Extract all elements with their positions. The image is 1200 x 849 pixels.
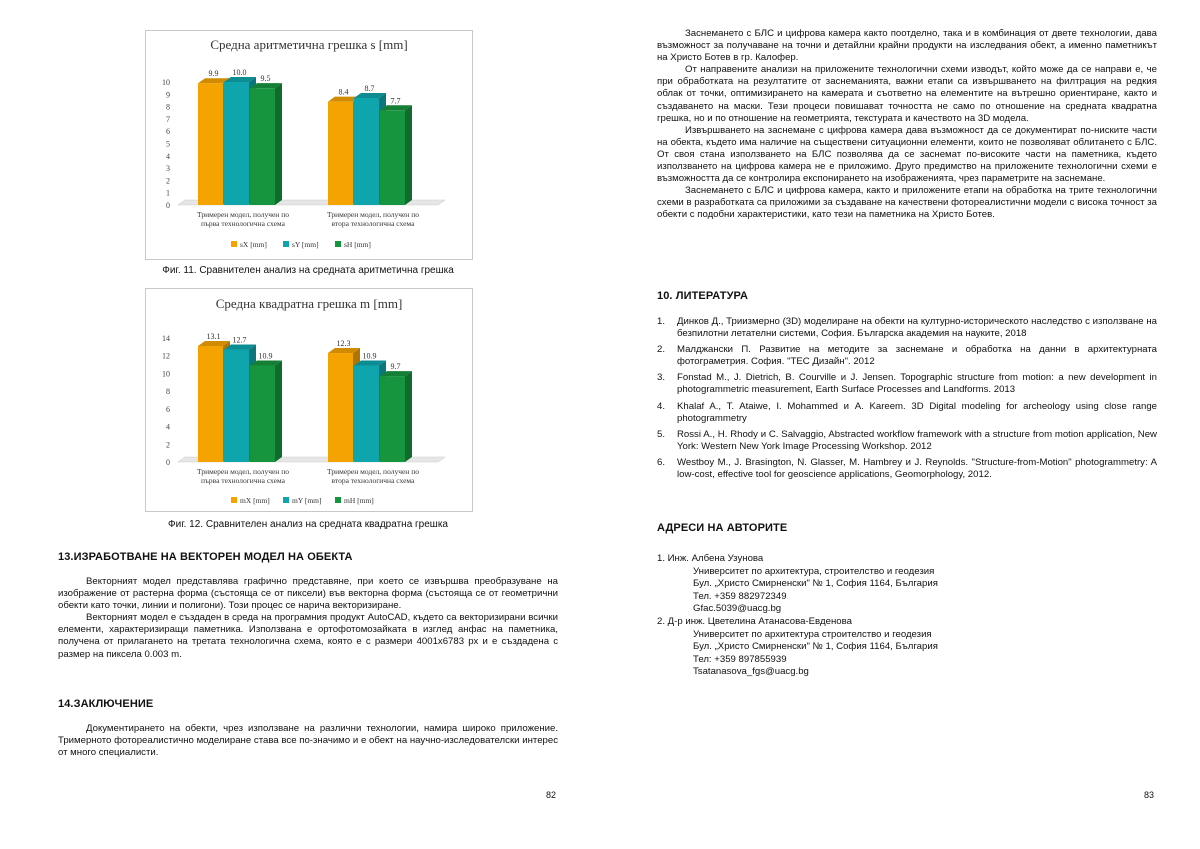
bar-front bbox=[250, 365, 275, 462]
y-tick-label: 8 bbox=[166, 387, 170, 397]
legend-swatch bbox=[283, 497, 289, 503]
bar-front bbox=[224, 350, 249, 462]
data-label: 8.7 bbox=[364, 83, 375, 93]
bar-side bbox=[405, 371, 412, 462]
reference-number: 1. bbox=[657, 316, 666, 327]
y-tick-label: 8 bbox=[166, 102, 170, 112]
reference-text: Динков Д., Триизмерно (3D) моделиране на обекти на културно-историческото наследство с използване на безпилотни летателни системи, София. Българска академия на науките, 2018 bbox=[677, 316, 1157, 340]
bar-sH-cat2 bbox=[380, 105, 412, 205]
page-number-left: 82 bbox=[546, 790, 557, 800]
section13-title: 13.ИЗРАБОТВАНЕ НА ВЕКТОРЕН МОДЕЛ НА ОБЕКТА bbox=[58, 551, 353, 563]
y-tick-label: 3 bbox=[166, 164, 170, 174]
reference-item bbox=[657, 429, 1157, 453]
bar-mH-cat2 bbox=[380, 371, 412, 462]
legend-label: mX [mm] bbox=[240, 496, 270, 505]
reference-text: Fonstad M., J. Dietrich, B. Courville и J. Jensen. Topographic structure from motion: a new development in photogrammetric measurement, Earth Surface Processes and Landforms. 2013 bbox=[677, 372, 1157, 396]
y-tick-label: 6 bbox=[166, 127, 170, 137]
section14-title: 14.ЗАКЛЮЧЕНИЕ bbox=[58, 698, 154, 710]
bar-mH-cat1 bbox=[250, 360, 282, 462]
section13-body bbox=[58, 576, 558, 661]
author-name: 2. Д-р инж. Цветелина Атанасова-Евденова bbox=[657, 615, 852, 627]
reference-number: 3. bbox=[657, 372, 666, 384]
reference-item bbox=[657, 401, 1157, 425]
reference-item bbox=[657, 372, 1157, 396]
legend-label: mY [mm] bbox=[292, 496, 322, 505]
y-tick-label: 4 bbox=[166, 151, 170, 161]
bar-front bbox=[380, 376, 405, 462]
data-label: 13.1 bbox=[206, 331, 221, 341]
bar-front bbox=[328, 102, 353, 205]
reference-item bbox=[657, 316, 1157, 340]
chart-quadratic-error-svg bbox=[146, 289, 472, 511]
x-category-label: Тримерен модел, получен по bbox=[197, 467, 289, 476]
x-category-label: първа технологична схема bbox=[201, 476, 285, 485]
x-category-label: Тримерен модел, получен по bbox=[197, 210, 289, 219]
author-address: Бул. „Христо Смирненски" № 1, София 1164, България bbox=[693, 641, 938, 653]
data-label: 12.3 bbox=[336, 339, 351, 349]
bar-front bbox=[380, 110, 405, 205]
author-phone: Тел: +359 897855939 bbox=[693, 653, 787, 665]
bar-front bbox=[328, 353, 353, 462]
y-tick-label: 7 bbox=[166, 114, 170, 124]
bar-front bbox=[224, 82, 249, 205]
author-phone: Тел. +359 882972349 bbox=[693, 590, 787, 602]
bar-side bbox=[275, 360, 282, 462]
author-name: 1. Инж. Албена Узунова bbox=[657, 553, 764, 564]
y-tick-label: 0 bbox=[166, 201, 170, 210]
legend-swatch bbox=[335, 241, 341, 247]
authors-title: АДРЕСИ НА АВТОРИТЕ bbox=[657, 522, 788, 534]
y-tick-label: 0 bbox=[166, 458, 170, 467]
reference-number: 2. bbox=[657, 344, 666, 356]
bar-front bbox=[354, 365, 379, 462]
y-tick-label: 14 bbox=[162, 334, 170, 343]
data-label: 10.9 bbox=[362, 351, 377, 361]
data-label: 9.5 bbox=[260, 74, 271, 84]
y-tick-label: 10 bbox=[162, 78, 170, 87]
reference-text: Малджански П. Развитие на методите за заснемане и обработка на данни в архитектурната фотограметрия. София. "ТЕС Дизайн". 2012 bbox=[677, 344, 1157, 368]
bar-sH-cat1 bbox=[250, 83, 282, 205]
y-tick-label: 2 bbox=[166, 440, 170, 450]
data-label: 9.7 bbox=[390, 362, 401, 372]
legend-label: mH [mm] bbox=[344, 496, 374, 505]
legend-label: sY [mm] bbox=[292, 240, 319, 249]
bar-front bbox=[198, 346, 223, 462]
section14-body bbox=[58, 723, 558, 759]
legend-swatch bbox=[283, 241, 289, 247]
data-label: 12.7 bbox=[232, 335, 247, 345]
y-tick-label: 4 bbox=[166, 422, 170, 432]
reference-text: Westboy M., J. Brasington, N. Glasser, M. Hambrey и J. Reynolds. "Structure-from-Motion" photogrammetry: A low-cost, effective tool for geoscience applications, Geomorphology, 2012. bbox=[677, 456, 1157, 481]
author-email: Gfac.5039@uacg.bg bbox=[693, 603, 782, 615]
legend-label: sH [mm] bbox=[344, 240, 371, 249]
bar-front bbox=[354, 98, 379, 205]
author-address: Бул. „Христо Смирненски" № 1, София 1164, България bbox=[693, 578, 938, 590]
y-tick-label: 2 bbox=[166, 176, 170, 186]
reference-item bbox=[657, 457, 1157, 481]
bar-side bbox=[405, 105, 412, 205]
x-category-label: втора технологична схема bbox=[331, 219, 415, 228]
bar-front bbox=[198, 83, 223, 205]
literature-title: 10. ЛИТЕРАТУРА bbox=[657, 290, 749, 302]
bar-front bbox=[250, 88, 275, 205]
author-email: Tsatanasova_fgs@uacg.bg bbox=[693, 666, 809, 678]
section13-paragraph: Векторният модел представлява графично представяне, при което се извършва преобразуване на изображение от растерна форма (състояща се от пиксели) във векторна форма (състояща се от геометрични обекти като точки, линии и полигони). Този процес се нарича векторизиране. bbox=[58, 576, 558, 612]
y-tick-label: 6 bbox=[166, 404, 170, 414]
section13-paragraph: Векторният модел е създаден в среда на програмния продукт AutoCAD, където са векторизирани всички елементи, характеризиращи паметника. Използвана е ортофотомозайката в изглед анфас на паметника, получена от прилагането на третата технологична схема, която е с размери 4001х6783 px и е създадена с размер на пиксела 0.003 m. bbox=[58, 612, 558, 660]
legend-swatch bbox=[231, 241, 237, 247]
x-category-label: първа технологична схема bbox=[201, 219, 285, 228]
chart-arithmetic-error-svg bbox=[146, 31, 472, 259]
reference-text: Rossi A., H. Rhody и C. Salvaggio, Abstracted workflow framework with a structure from motion application, New York: Western New York Image Processing Workshop. 2012 bbox=[677, 428, 1157, 452]
chart-title: Средна аритметична грешка s [mm] bbox=[210, 37, 408, 52]
conclusion-paragraph: Извършването на заснемане с цифрова камера дава възможност да се документират по-ниските части на обекта, където има наличие на съществени ситуационни елементи, които не позволяват облитането с БЛС. От своя стана използването на БЛС позволява да се заснемат по-високите части на паметника, където използването на цифрова камера не е приложимо. Друго предимство на приложените технологични схеми е възможността да се контролира експонирането на изображенията, чрез параметрите на заснемане. bbox=[657, 124, 1157, 185]
fig12-caption: Фиг. 12. Сравнителен анализ на средната квадратна грешка bbox=[168, 519, 448, 530]
author-affiliation: Университет по архитектура строителство и геодезия bbox=[693, 628, 932, 640]
reference-number: 5. bbox=[657, 428, 666, 440]
conclusion-continued-body bbox=[657, 28, 1157, 222]
data-label: 8.4 bbox=[338, 87, 349, 97]
x-category-label: Тримерен модел, получен по bbox=[327, 210, 419, 219]
y-tick-label: 1 bbox=[166, 188, 170, 198]
reference-number: 4. bbox=[657, 400, 666, 412]
reference-text: Khalaf A., T. Ataiwe, I. Mohammed и A. Kareem. 3D Digital modeling for archeology using close range photogrammetry bbox=[677, 400, 1157, 424]
conclusion-paragraph: Заснемането с БЛС и цифрова камера, както и приложените етапи на обработка на трите технологични схеми в разработката са приложими за създаване на качествени фотореалистични модели с висока точност за обекти с подобни характеристики, като тези на паметника на Христо Ботев. bbox=[657, 185, 1157, 221]
data-label: 10.0 bbox=[232, 68, 247, 77]
y-tick-label: 10 bbox=[162, 369, 170, 379]
fig11-caption: Фиг. 11. Сравнителен анализ на средната аритметична грешка bbox=[162, 265, 454, 276]
x-category-label: втора технологична схема bbox=[331, 476, 415, 485]
section14-paragraph: Документирането на обекти, чрез използване на различни технологии, намира широко приложение. Тримерното фотореалистично моделиране става все по-значимо и е обект на научно-изследователски интерес от много специалисти. bbox=[58, 723, 558, 759]
reference-item bbox=[657, 344, 1157, 368]
y-tick-label: 9 bbox=[166, 90, 170, 100]
reference-number: 6. bbox=[657, 456, 666, 468]
reference-list bbox=[657, 316, 1157, 485]
authors-block bbox=[657, 553, 1157, 679]
chart-quadratic-error bbox=[145, 288, 473, 512]
author-affiliation: Университет по архитектура, строителство и геодезия bbox=[693, 565, 935, 577]
bar-side bbox=[275, 83, 282, 205]
data-label: 10.9 bbox=[258, 351, 273, 361]
x-category-label: Тримерен модел, получен по bbox=[327, 467, 419, 476]
data-label: 7.7 bbox=[390, 96, 401, 106]
page-number-right: 83 bbox=[1144, 790, 1155, 800]
right-page bbox=[600, 0, 1200, 849]
conclusion-paragraph: От направените анализи на приложените технологични схеми изводът, който може да се направи е, че при обработката на резултатите от заснеманията, важни етапи са извършването на филтрация на редкия облак от точки, оптимизирането на камерата и съответно на елементите на вътрешно ориентиране, както и създаването на маски. Тези процеси повишават точността не само по отношение на средната квадратна грешка, но и по отношение на геометрията, текстурата и качеството на 3D модела. bbox=[657, 64, 1157, 124]
data-label: 9.9 bbox=[208, 69, 219, 79]
legend-swatch bbox=[231, 497, 237, 503]
legend-swatch bbox=[335, 497, 341, 503]
chart-arithmetic-error bbox=[145, 30, 473, 260]
y-tick-label: 12 bbox=[162, 351, 170, 361]
legend-label: sX [mm] bbox=[240, 240, 267, 249]
conclusion-paragraph: Заснемането с БЛС и цифрова камера както поотделно, така и в комбинация от двете технологии, дава възможност за получаване на точни и детайлни крайни продукти на изследвания обект, а именно паметникът на Христо Ботев в гр. Калофер. bbox=[657, 28, 1157, 64]
chart-title: Средна квадратна грешка m [mm] bbox=[215, 296, 403, 311]
y-tick-label: 5 bbox=[166, 139, 170, 149]
